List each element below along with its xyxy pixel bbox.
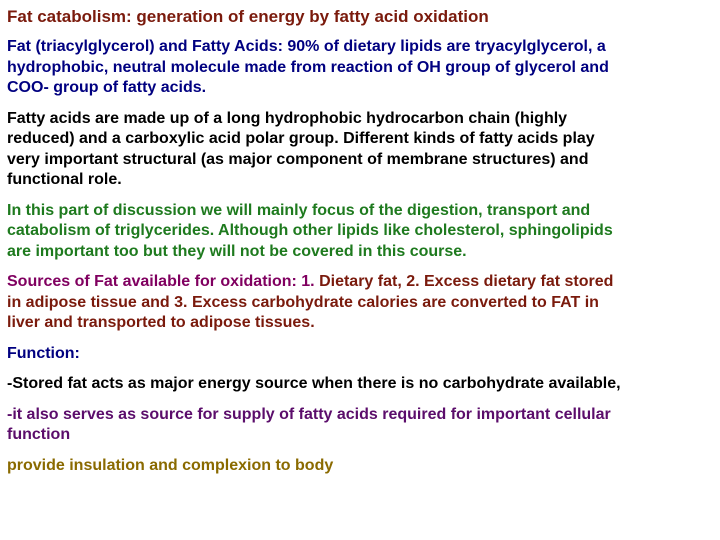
function-label: Function: <box>7 344 80 362</box>
slide <box>7 6 713 476</box>
text-line: reduced) and a carboxylic acid polar group. Different kinds of fatty acids play <box>7 130 595 147</box>
text-line: catabolism of triglycerides. Although other lipids like cholesterol, sphingolipids <box>7 222 613 239</box>
text-line: Fat (triacylglycerol) and Fatty Acids: 90% of dietary lipids are tryacylglycerol, a <box>7 38 606 55</box>
sources-heading: Sources of Fat available for oxidation: 1. <box>7 273 315 290</box>
text-line: Fatty acids are made up of a long hydrophobic hydrocarbon chain (highly <box>7 109 568 127</box>
paragraph-fatty-acids <box>7 109 713 191</box>
function-item-fatty-acid-supply <box>7 405 713 446</box>
text-line: hydrophobic, neutral molecule made from reaction of OH group of glycerol and <box>7 58 609 76</box>
sources-text: Dietary fat, 2. Excess dietary fat stored <box>314 273 614 290</box>
text-line: very important structural (as major component of membrane structures) and <box>7 150 589 168</box>
text-line: COO- group of fatty acids. <box>7 79 207 96</box>
text-line: in adipose tissue and 3. Excess carbohydrate calories are converted to FAT in <box>7 293 599 311</box>
text-line: function <box>7 426 71 443</box>
text-line: -it also serves as source for supply of fatty acids required for important cellular <box>7 405 611 423</box>
function-item-insulation: provide insulation and complexion to body <box>7 456 334 474</box>
text-line: functional role. <box>7 171 122 188</box>
text-line: are important too but they will not be covered in this course. <box>7 242 467 260</box>
text-line: In this part of discussion we will mainly focus of the digestion, transport and <box>7 201 591 219</box>
paragraph-fat-sources <box>7 272 713 334</box>
text-line <box>7 272 713 293</box>
slide-title: Fat catabolism: generation of energy by fatty acid oxidation <box>7 7 489 26</box>
paragraph-discussion-focus <box>7 201 713 263</box>
paragraph-fat-definition <box>7 37 713 99</box>
function-item-energy-source: -Stored fat acts as major energy source when there is no carbohydrate available, <box>7 375 621 392</box>
text-line: liver and transported to adipose tissues. <box>7 314 315 331</box>
